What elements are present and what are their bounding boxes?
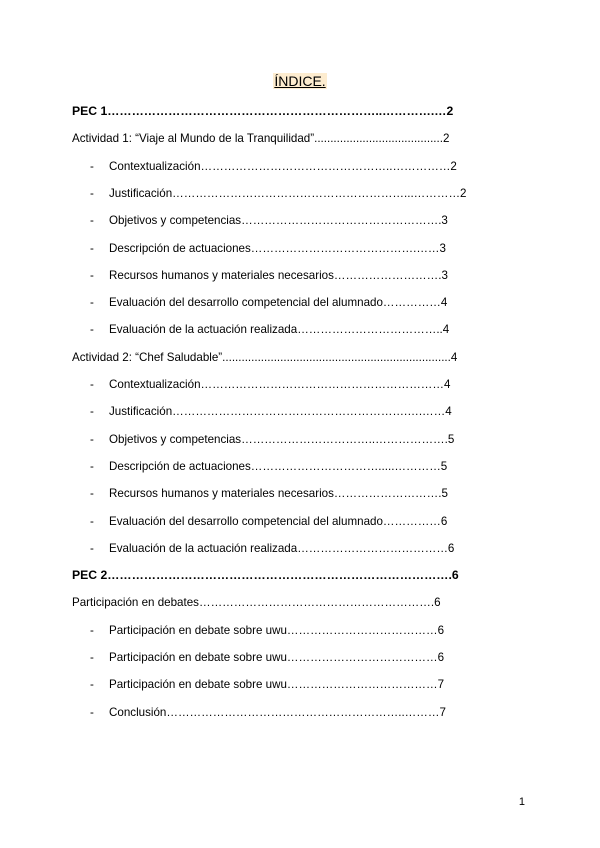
list-dash: - <box>90 459 94 473</box>
toc-subentry <box>72 699 542 726</box>
toc-entry-text: Evaluación del desarrollo competencial del alumnado……………6 <box>109 514 448 528</box>
toc-entry-text: Participación en debate sobre uwu…………………………………7 <box>109 678 445 692</box>
list-dash: - <box>90 296 94 310</box>
list-dash: - <box>90 214 94 228</box>
list-dash: - <box>90 323 94 337</box>
list-dash: - <box>90 705 94 719</box>
toc-subentry <box>72 316 542 343</box>
list-dash: - <box>90 241 94 255</box>
toc-entry-text: Evaluación del desarrollo competencial del alumnado……………4 <box>109 296 448 310</box>
toc-entry-text: Participación en debate sobre uwu…………………………………6 <box>109 651 445 664</box>
toc-entry <box>72 562 542 589</box>
toc-entry-text: Contextualización…………………………………………..……………2 <box>109 159 457 173</box>
list-dash: - <box>90 623 94 637</box>
list-dash: - <box>90 541 94 555</box>
toc-subentry <box>72 426 542 453</box>
toc-subentry <box>72 617 542 644</box>
toc-entry <box>72 125 542 152</box>
toc-entry-text: Participación en debates…………………………………………………….6 <box>72 596 441 610</box>
toc-entry <box>72 98 542 125</box>
list-dash: - <box>90 159 94 173</box>
toc-entry-text: Contextualización………………………………………………………4 <box>109 378 451 391</box>
list-dash: - <box>90 186 94 200</box>
list-dash: - <box>90 378 94 391</box>
toc-entry <box>72 344 542 371</box>
toc-entry-text: Conclusión……………………………………………………..………7 <box>109 705 446 719</box>
toc-subentry <box>72 371 542 398</box>
toc-entry-text: PEC 2………………………………………………………………………….6 <box>72 568 459 583</box>
list-dash: - <box>90 268 94 282</box>
page-number: 1 <box>518 796 525 808</box>
toc-subentry <box>72 644 542 671</box>
toc-entry-text: Descripción de actuaciones…………………………………….……3 <box>109 241 446 255</box>
toc-entry-text: Justificación…………………………………………………….….……4 <box>109 405 452 419</box>
index-title-text: ÍNDICE. <box>274 73 326 89</box>
toc-subentry <box>72 262 542 289</box>
toc-entry-text: Objetivos y competencias…………………………………………….3 <box>109 214 448 228</box>
toc-entry-text: Recursos humanos y materiales necesarios……………………….5 <box>109 487 448 501</box>
toc-subentry <box>72 235 542 262</box>
list-dash: - <box>90 651 94 664</box>
list-dash: - <box>90 678 94 692</box>
list-dash: - <box>90 487 94 501</box>
toc-entry-text: Actividad 1: “Viaje al Mundo de la Tranquilidad”........................................2 <box>72 132 450 146</box>
toc-entry-text: Recursos humanos y materiales necesarios……………………….3 <box>109 268 448 282</box>
toc-entry-text: Evaluación de la actuación realizada…………………………………6 <box>109 541 455 555</box>
list-dash: - <box>90 432 94 446</box>
toc-entry-text: Objetivos y competencias……………………………..……………….5 <box>109 432 455 446</box>
toc-subentry <box>72 508 542 535</box>
toc-subentry <box>72 453 542 480</box>
toc-entry-text: Participación en debate sobre uwu…………………………………6 <box>109 623 445 637</box>
toc-entry-text: Descripción de actuaciones…………………………….....…………5 <box>109 459 448 473</box>
toc-entry-text: Justificación……………………………………………………...…………2 <box>109 186 467 200</box>
toc-subentry <box>72 480 542 507</box>
toc-subentry <box>72 180 542 207</box>
toc-entry <box>72 589 542 616</box>
toc-subentry <box>72 535 542 562</box>
toc-subentry <box>72 671 542 698</box>
list-dash: - <box>90 405 94 419</box>
list-dash: - <box>90 514 94 528</box>
toc-subentry <box>72 289 542 316</box>
toc-subentry <box>72 207 542 234</box>
toc-subentry <box>72 398 542 425</box>
toc-subentry <box>72 153 542 180</box>
toc-entry-text: Evaluación de la actuación realizada………………………………..4 <box>109 323 450 337</box>
toc-entry-text: Actividad 2: “Chef Saludable”.......................................................................4 <box>72 350 458 364</box>
index-title <box>0 72 600 90</box>
toc-entry-text: PEC 1…………………………………………………………..………….…2 <box>72 104 454 118</box>
